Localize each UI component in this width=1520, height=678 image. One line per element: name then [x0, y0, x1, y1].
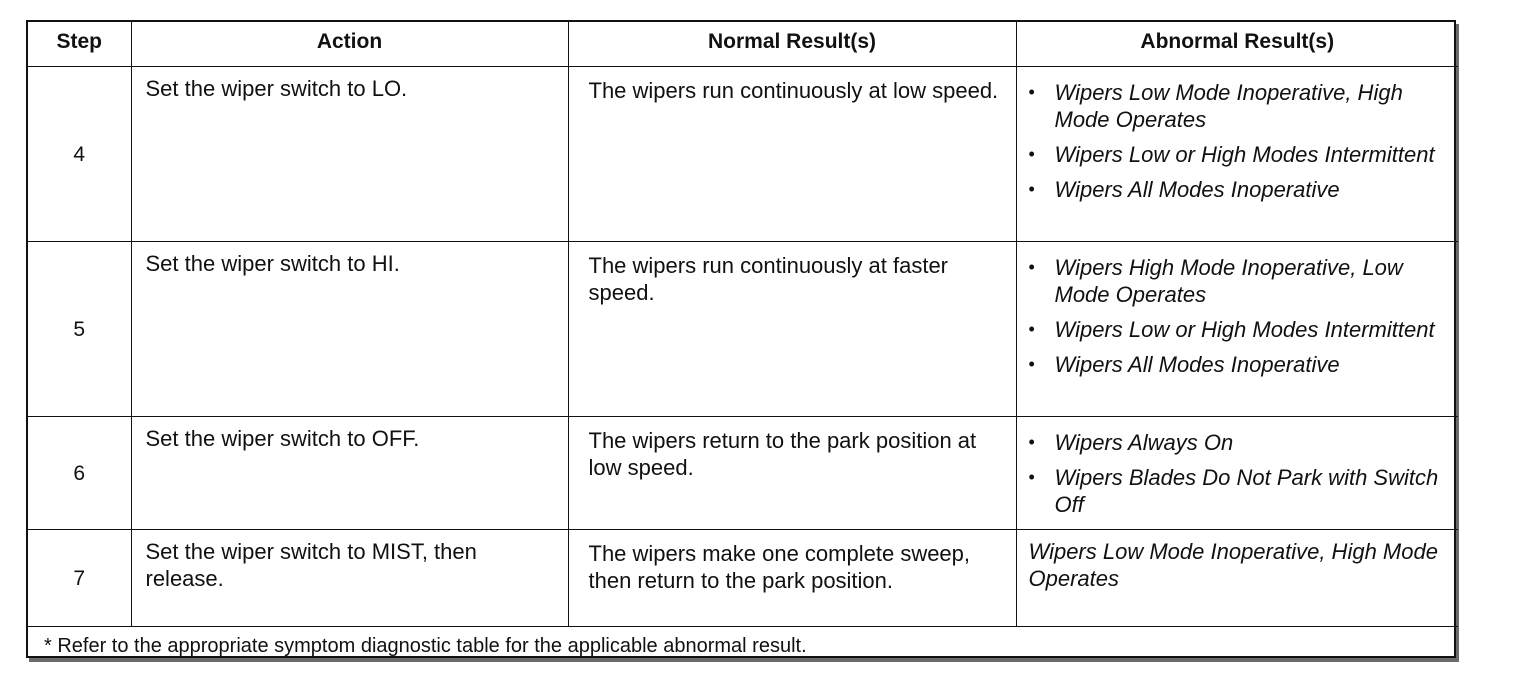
normal-result-cell: [568, 530, 1016, 627]
header-row: [28, 22, 1458, 67]
list-item: • Wipers High Mode Inoperative, Low Mode Operates: [1028, 255, 1403, 307]
abnormal-result-cell: [1016, 417, 1458, 530]
list-item: • Wipers All Modes Inoperative: [1028, 352, 1340, 377]
diagnostic-table-sheet: [26, 20, 1456, 658]
normal-result-cell: [568, 242, 1016, 417]
list-item: • Wipers All Modes Inoperative: [1028, 177, 1340, 202]
action-text: Set the wiper switch to OFF.: [145, 426, 420, 451]
list-item: • Wipers Low or High Modes Intermittent: [1028, 142, 1435, 167]
normal-result-text: The wipers run continuously at faster speed.: [588, 253, 949, 305]
action-cell: [131, 530, 568, 627]
normal-result-text: The wipers make one complete sweep, then return to the park position.: [588, 541, 971, 593]
action-text: Set the wiper switch to LO.: [145, 76, 408, 101]
table-row-step-6: [28, 417, 1458, 530]
table-row-step-7: [28, 530, 1458, 627]
step-number: 5: [28, 242, 131, 417]
normal-result-text: The wipers return to the park position at low speed.: [588, 428, 977, 480]
header-abnormal-result: Abnormal Result(s): [1016, 22, 1458, 67]
action-text: Set the wiper switch to HI.: [145, 251, 400, 276]
table-row-step-5: [28, 242, 1458, 417]
abnormal-result-cell: [1016, 530, 1458, 627]
diagnostic-table: [28, 22, 1458, 673]
bullet-icon: •: [1028, 354, 1035, 374]
step-number: 4: [28, 67, 131, 242]
action-text: Set the wiper switch to MIST, then release.: [145, 539, 477, 591]
abnormal-result-list: [1017, 417, 1459, 518]
step-number: 7: [28, 530, 131, 627]
list-item: • Wipers Always On: [1028, 430, 1234, 455]
list-item: • Wipers Low or High Modes Intermittent: [1028, 317, 1435, 342]
bullet-icon: •: [1028, 319, 1035, 339]
bullet-icon: •: [1028, 467, 1035, 487]
abnormal-result-text: Wipers Low Mode Inoperative, High Mode Operates: [1028, 539, 1438, 591]
bullet-icon: •: [1028, 144, 1035, 164]
abnormal-result-list: [1017, 67, 1459, 203]
list-item: • Wipers Low Mode Inoperative, High Mode Operates: [1028, 80, 1403, 132]
list-item: • Wipers Blades Do Not Park with Switch Off: [1028, 465, 1439, 517]
action-cell: [131, 417, 568, 530]
bullet-icon: •: [1028, 432, 1035, 452]
step-number: 6: [28, 417, 131, 530]
bullet-icon: •: [1028, 82, 1035, 102]
table-row-step-4: [28, 67, 1458, 242]
bullet-icon: •: [1028, 179, 1035, 199]
header-step: Step: [28, 22, 131, 67]
normal-result-cell: [568, 417, 1016, 530]
abnormal-result-cell: [1016, 242, 1458, 417]
footnote-row: [28, 627, 1458, 674]
abnormal-result-list: [1017, 242, 1459, 378]
action-cell: [131, 242, 568, 417]
action-cell: [131, 67, 568, 242]
header-action: Action: [131, 22, 568, 67]
header-normal-result: Normal Result(s): [568, 22, 1016, 67]
normal-result-cell: [568, 67, 1016, 242]
abnormal-result-cell: [1016, 67, 1458, 242]
footnote: * Refer to the appropriate symptom diagnostic table for the applicable abnormal result.: [28, 627, 1458, 674]
normal-result-text: The wipers run continuously at low speed.: [588, 78, 999, 103]
bullet-icon: •: [1028, 257, 1035, 277]
